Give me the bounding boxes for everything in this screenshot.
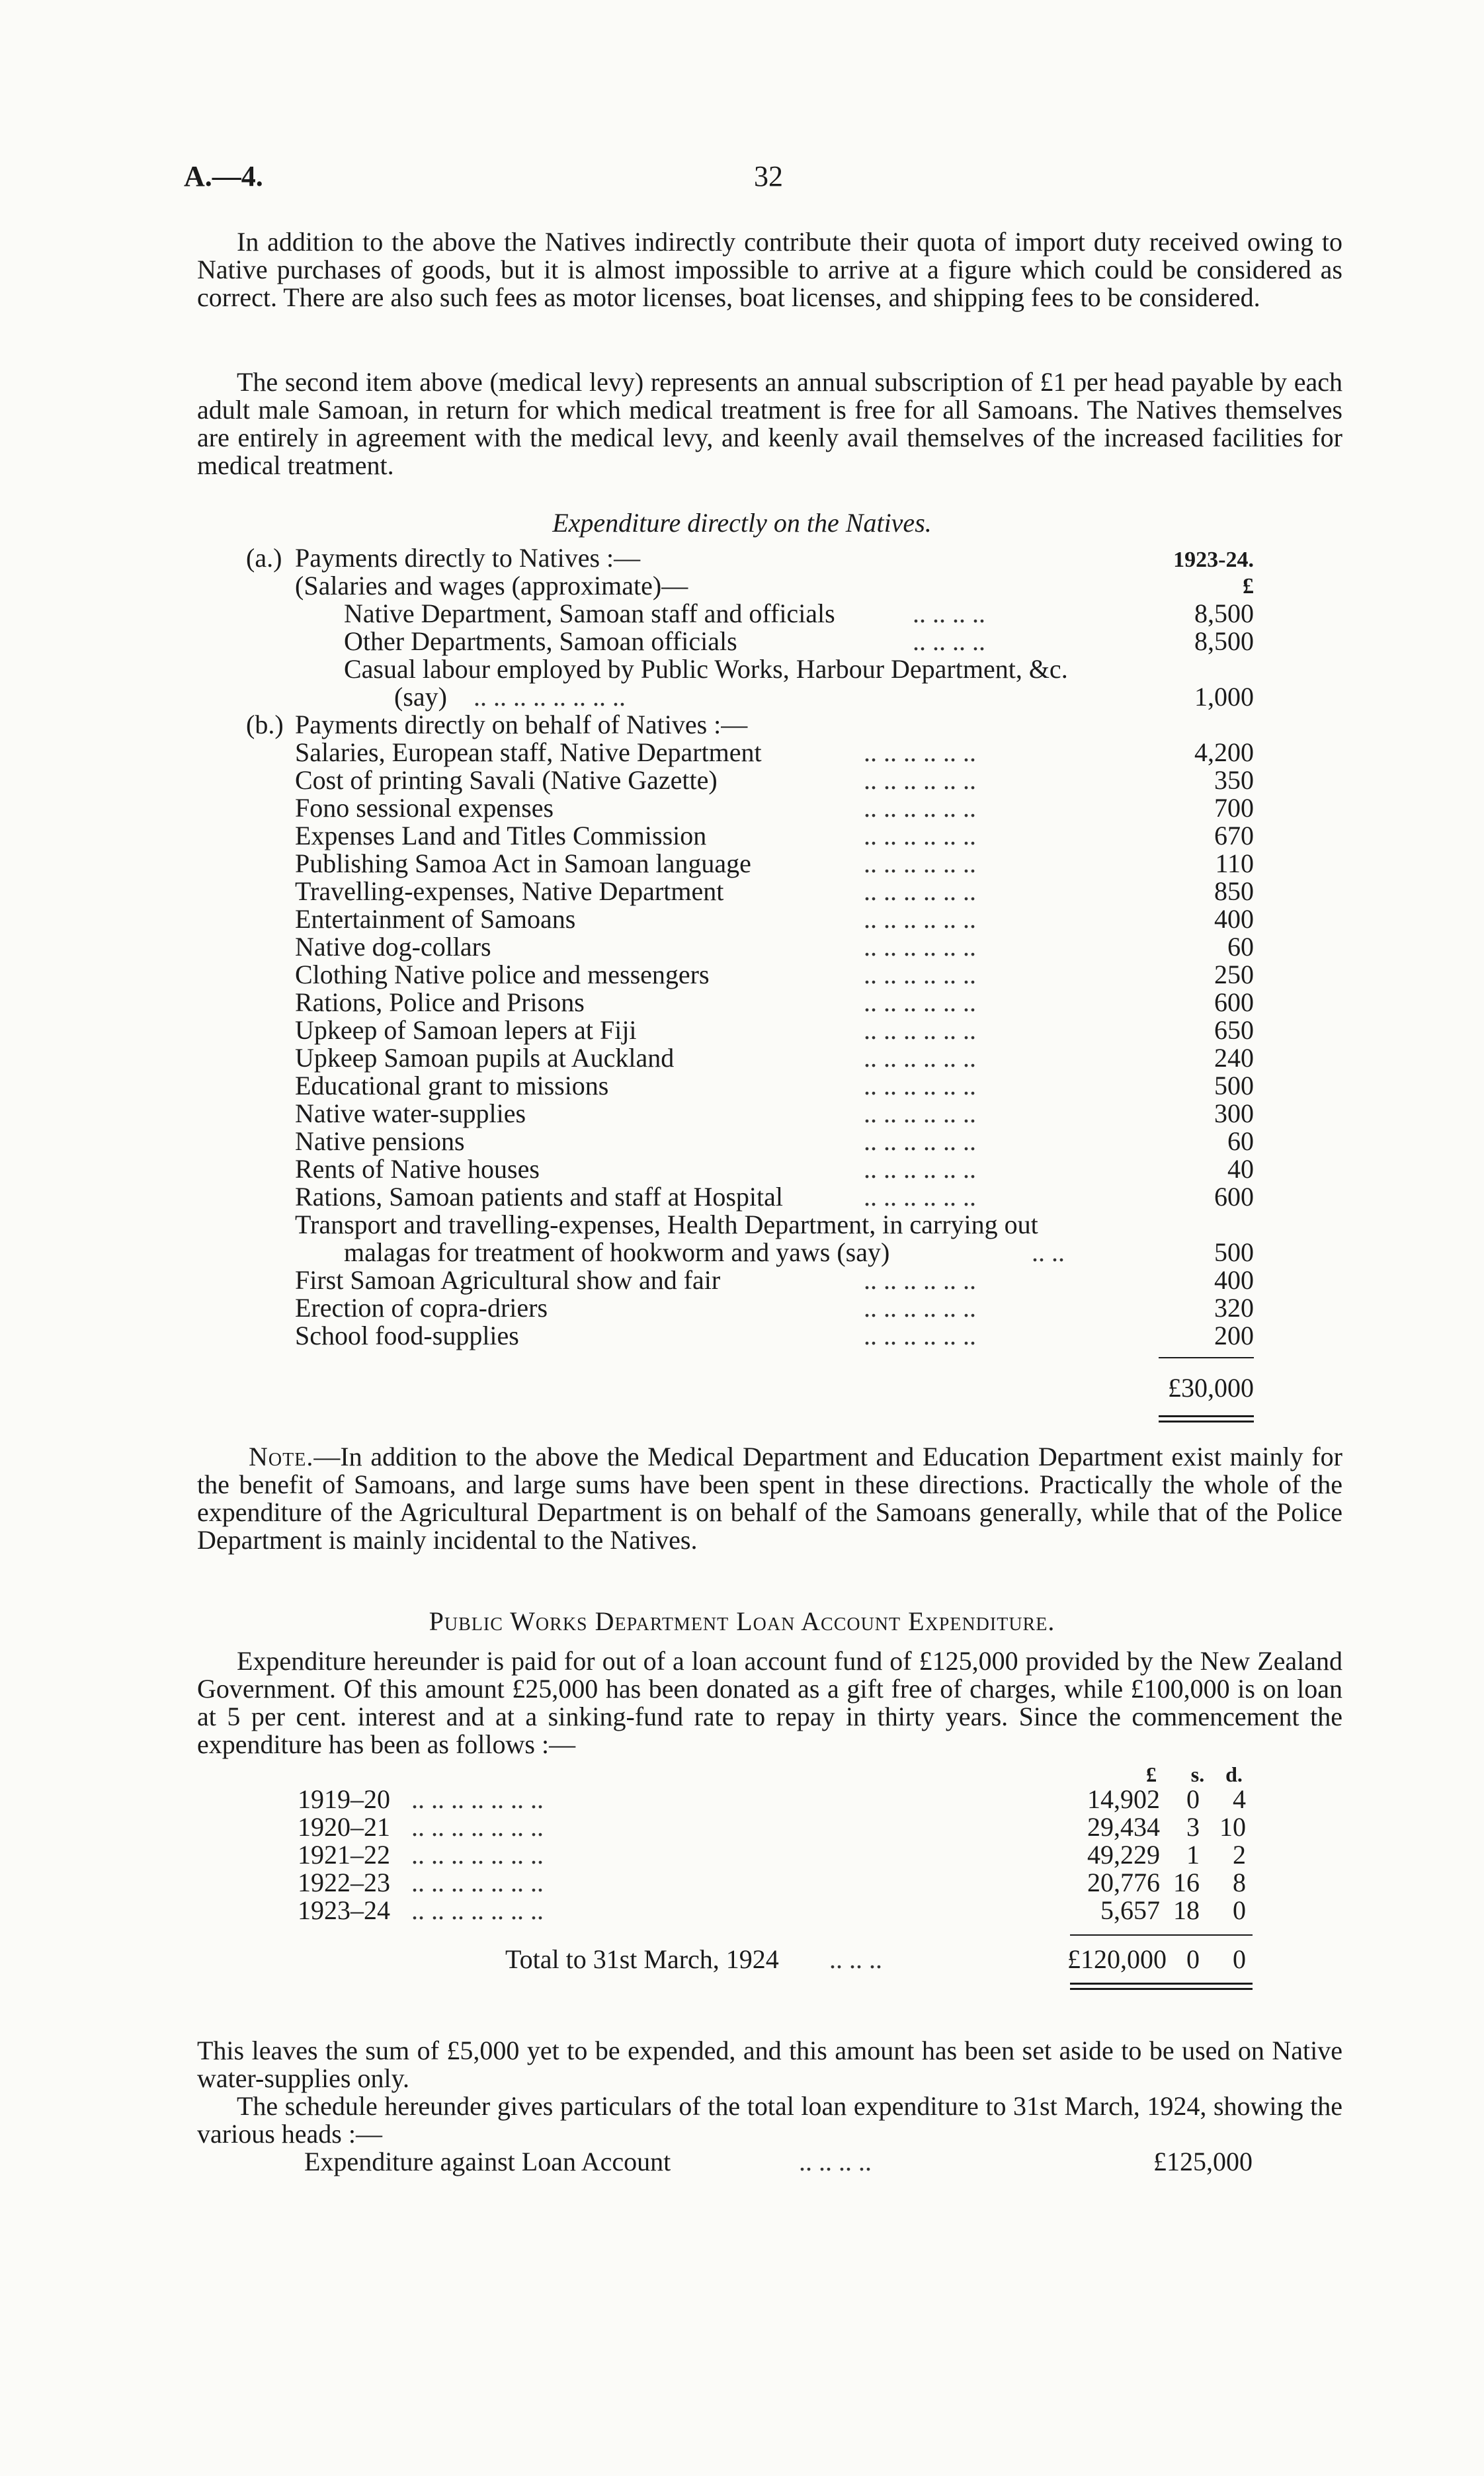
expenditure-item-amount: 850 [1214, 876, 1254, 906]
expenditure-item-label: Salaries, European staff, Native Department [295, 737, 762, 767]
loan-account-row [304, 2148, 1253, 2176]
leader-dots: .. .. .. .. .. .. [864, 737, 976, 767]
leader-dots: .. .. .. .. .. .. .. [411, 1812, 544, 1842]
expenditure-item-amount: 320 [1214, 1293, 1254, 1323]
expenditure-row [295, 1016, 1254, 1044]
loan-row-shillings: 1 [1186, 1840, 1200, 1870]
leader-dots: .. .. .. .. [799, 2147, 872, 2176]
expenditure-row [295, 1100, 1254, 1128]
section-b-marker: (b.) [246, 710, 284, 739]
loan-total-rule-top [1070, 1934, 1253, 1936]
casual-labour-amount: 1,000 [1194, 682, 1254, 712]
leader-dots: .. .. .. .. [913, 598, 985, 628]
loan-row-pounds: 20,776 [1087, 1868, 1160, 1897]
leader-dots: .. .. .. .. .. .. [864, 904, 976, 934]
expenditure-item-amount: 670 [1214, 821, 1254, 850]
loan-row [298, 1897, 1253, 1924]
expenditure-item-label: Native water-supplies [295, 1098, 526, 1128]
leader-dots: .. .. .. .. .. .. [864, 765, 976, 795]
expenditure-item-amount: 200 [1214, 1321, 1254, 1350]
expenditure-item-label: Educational grant to missions [295, 1071, 609, 1100]
expenditure-row [295, 766, 1254, 794]
expenditure-row [295, 961, 1254, 989]
expenditure-row [295, 989, 1254, 1016]
expenditure-item-amount: 40 [1227, 1154, 1254, 1184]
loan-row-year: 1923–24 [298, 1895, 390, 1925]
loan-row [298, 1869, 1253, 1897]
year-header: 1923-24. [1173, 548, 1254, 572]
leader-dots: .. .. .. .. .. .. [864, 1071, 976, 1100]
expenditure-item-amount: 60 [1227, 932, 1254, 962]
expenditure-item-label: Upkeep Samoan pupils at Auckland [295, 1043, 675, 1073]
note-lead: Note. [249, 1442, 314, 1471]
expenditure-item-label: Fono sessional expenses [295, 793, 554, 823]
pence-header: d. [1225, 1762, 1243, 1786]
leader-dots: .. .. .. .. .. .. [864, 1321, 976, 1350]
leader-dots: .. .. .. .. .. .. [864, 932, 976, 962]
leader-dots: .. .. .. .. .. .. [864, 1182, 976, 1212]
loan-heading: Public Works Department Loan Account Expenditure. [429, 1606, 1055, 1636]
leader-dots: .. .. .. .. [913, 626, 985, 656]
loan-account-label: Expenditure against Loan Account [304, 2147, 671, 2176]
expenditure-item-amount: 60 [1227, 1126, 1254, 1156]
loan-row-pounds: 29,434 [1087, 1812, 1160, 1842]
expenditure-row [295, 1128, 1254, 1155]
loan-total-rule-double-2 [1070, 1988, 1253, 1990]
expenditure-item-label: Cost of printing Savali (Native Gazette) [295, 765, 718, 795]
loan-row-year: 1921–22 [298, 1840, 390, 1870]
loan-row-year: 1919–20 [298, 1784, 390, 1814]
leader-dots: .. .. .. .. .. .. [864, 821, 976, 850]
transport-line-2: malagas for treatment of hookworm and yaws (say) [344, 1237, 890, 1267]
expenditure-item-label: Entertainment of Samoans [295, 904, 576, 934]
page-number: 32 [754, 160, 783, 192]
expenditure-row [295, 1072, 1254, 1100]
expenditure-item-amount: 8,500 [1194, 626, 1254, 656]
expenditure-item-amount: 350 [1214, 765, 1254, 795]
leader-dots: .. .. .. .. .. .. [864, 1015, 976, 1045]
casual-labour-line-1: Casual labour employed by Public Works, Harbour Department, &c. [344, 654, 1068, 684]
loan-account-amount: £125,000 [1153, 2147, 1253, 2176]
leader-dots: .. .. .. .. .. .. .. [411, 1784, 544, 1814]
expenditure-item-amount: 500 [1214, 1071, 1254, 1100]
expenditure-row [295, 1322, 1254, 1350]
expenditure-item-amount: 600 [1214, 987, 1254, 1017]
expenditure-row [295, 1044, 1254, 1072]
expenditure-item-label: Rents of Native houses [295, 1154, 540, 1184]
expenditure-heading: Expenditure directly on the Natives. [552, 508, 932, 538]
expenditure-row [295, 739, 1254, 766]
expenditure-item-label: Publishing Samoa Act in Samoan language [295, 848, 751, 878]
section-a-marker: (a.) [246, 543, 282, 573]
leader-dots: .. .. .. .. .. .. [864, 960, 976, 989]
expenditure-item-amount: 240 [1214, 1043, 1254, 1073]
expenditure-item-label: First Samoan Agricultural show and fair [295, 1265, 721, 1295]
leader-dots: .. .. .. .. .. .. [864, 876, 976, 906]
expenditure-row [295, 794, 1254, 822]
expenditure-item-amount: 650 [1214, 1015, 1254, 1045]
loan-paragraph-1: Expenditure hereunder is paid for out of a loan account fund of £125,000 provided by the New Zealand Government. Of this amount £25,000 has been donated as a gift free of charges, while £100,000 is on loan at 5 per cent. interest and at a sinking-fund rate to repay in thirty years. Since the commencement the expenditure has been as follows :— [197, 1646, 1342, 1759]
currency-header: £ [1243, 574, 1254, 598]
expenditure-row [295, 822, 1254, 850]
expenditure-item-label: Travelling-expenses, Native Department [295, 876, 724, 906]
expenditure-item-label: Native Department, Samoan staff and officials [344, 598, 835, 628]
intro-paragraph-1: In addition to the above the Natives indirectly contribute their quota of import duty received owing to Native purchases of goods, but it is almost impossible to arrive at a figure which could be considered as correct. There are also such fees as motor licenses, boat licenses, and shipping fees to be considered. [197, 227, 1342, 312]
total-rule-top [1159, 1357, 1254, 1358]
leader-dots: .. .. [1032, 1237, 1065, 1267]
expenditure-item-label: Expenses Land and Titles Commission [295, 821, 707, 850]
loan-row [298, 1841, 1253, 1869]
loan-total-pence: 0 [1233, 1944, 1246, 1974]
transport-line-1: Transport and travelling-expenses, Health Department, in carrying out [295, 1210, 1038, 1239]
loan-row-pounds: 49,229 [1087, 1840, 1160, 1870]
expenditure-item-label: Upkeep of Samoan lepers at Fiji [295, 1015, 637, 1045]
loan-total-pounds: £120,000 [1067, 1944, 1167, 1974]
leader-dots: .. .. .. .. .. .. .. [411, 1895, 544, 1925]
expenditure-row [295, 1266, 1254, 1294]
leader-dots: .. .. .. .. .. .. [864, 1043, 976, 1073]
total-rule-double-1 [1159, 1415, 1254, 1417]
total-rule-double-2 [1159, 1421, 1254, 1423]
expenditure-item-amount: 8,500 [1194, 598, 1254, 628]
section-a-subheading: (Salaries and wages (approximate)— [295, 571, 688, 600]
expenditure-row [295, 850, 1254, 878]
loan-row-shillings: 18 [1173, 1895, 1200, 1925]
expenditure-total: £30,000 [1168, 1373, 1254, 1403]
leader-dots: .. .. .. .. .. .. [864, 1265, 976, 1295]
loan-row-pence: 4 [1233, 1784, 1246, 1814]
expenditure-row [295, 1183, 1254, 1211]
loan-row-shillings: 16 [1173, 1868, 1200, 1897]
expenditure-row [295, 878, 1254, 905]
leader-dots: .. .. .. .. .. .. [864, 1293, 976, 1323]
leader-dots: .. .. .. .. .. .. .. [411, 1840, 544, 1870]
expenditure-row [295, 933, 1254, 961]
loan-row-shillings: 0 [1186, 1784, 1200, 1814]
intro-paragraph-2: The second item above (medical levy) represents an annual subscription of £1 per head payable by each adult male Samoan, in return for which medical treatment is free for all Samoans. The Natives themselves are entirely in agreement with the medical levy, and keenly avail themselves of the increased facilities for medical treatment. [197, 367, 1342, 480]
pounds-header: £ [1146, 1762, 1157, 1786]
loan-row-pence: 2 [1233, 1840, 1246, 1870]
expenditure-item-amount: 400 [1214, 904, 1254, 934]
expenditure-item-label: Native pensions [295, 1126, 465, 1156]
expenditure-item-amount: 110 [1215, 848, 1254, 878]
leader-dots: .. .. .. .. .. .. [864, 1126, 976, 1156]
leader-dots: .. .. .. .. .. .. [864, 1154, 976, 1184]
section-a-label: Payments directly to Natives :— [295, 543, 641, 573]
loan-row-year: 1920–21 [298, 1812, 390, 1842]
casual-labour-row [394, 683, 1254, 711]
loan-total-row [505, 1946, 1253, 1973]
expenditure-row [295, 1155, 1254, 1183]
expenditure-row [344, 600, 1254, 628]
loan-row-pence: 0 [1233, 1895, 1246, 1925]
expenditure-item-label: School food-supplies [295, 1321, 519, 1350]
transport-row [344, 1239, 1254, 1266]
expenditure-item-label: Erection of copra-driers [295, 1293, 548, 1323]
expenditure-item-label: Rations, Police and Prisons [295, 987, 585, 1017]
loan-row-pounds: 14,902 [1087, 1784, 1160, 1814]
loan-total-shillings: 0 [1186, 1944, 1200, 1974]
section-b-label: Payments directly on behalf of Natives :— [295, 710, 748, 739]
loan-row-pence: 10 [1219, 1812, 1246, 1842]
note-paragraph [197, 1443, 1342, 1554]
expenditure-item-amount: 4,200 [1194, 737, 1254, 767]
expenditure-item-amount: 250 [1214, 960, 1254, 989]
expenditure-row [344, 628, 1254, 655]
loan-row-shillings: 3 [1186, 1812, 1200, 1842]
expenditure-item-amount: 400 [1214, 1265, 1254, 1295]
expenditure-item-label: Other Departments, Samoan officials [344, 626, 737, 656]
loan-paragraph-2: This leaves the sum of £5,000 yet to be expended, and this amount has been set aside to be used on Native water-supplies only. [197, 2036, 1342, 2093]
expenditure-row [295, 905, 1254, 933]
loan-row-year: 1922–23 [298, 1868, 390, 1897]
expenditure-item-label: Clothing Native police and messengers [295, 960, 710, 989]
leader-dots: .. .. .. .. .. .. [864, 1098, 976, 1128]
leader-dots: .. .. .. .. .. .. [864, 848, 976, 878]
loan-row-pounds: 5,657 [1100, 1895, 1160, 1925]
loan-row [298, 1813, 1253, 1841]
loan-total-label: Total to 31st March, 1924 [505, 1944, 779, 1974]
transport-amount: 500 [1214, 1237, 1254, 1267]
expenditure-item-amount: 600 [1214, 1182, 1254, 1212]
casual-labour-line-2: (say) [394, 682, 447, 712]
leader-dots: .. .. .. [829, 1944, 882, 1974]
document-reference: A.—4. [184, 160, 263, 192]
loan-total-rule-double-1 [1070, 1983, 1253, 1985]
loan-row [298, 1786, 1253, 1813]
shillings-header: s. [1190, 1762, 1205, 1786]
leader-dots: .. .. .. .. .. .. [864, 987, 976, 1017]
expenditure-item-label: Native dog-collars [295, 932, 491, 962]
expenditure-item-amount: 700 [1214, 793, 1254, 823]
expenditure-item-amount: 300 [1214, 1098, 1254, 1128]
note-text: —In addition to the above the Medical Department and Education Department exist mainly for the benefit of Samoans, and large sums have been spent in these directions. Practically the whole of the expenditure of the Agricultural Department is on behalf of the Samoans generally, while that of the Police Department is mainly incidental to the Natives. [197, 1442, 1342, 1555]
expenditure-item-label: Rations, Samoan patients and staff at Hospital [295, 1182, 784, 1212]
loan-paragraph-3: The schedule hereunder gives particulars of the total loan expenditure to 31st March, 1924, showing the various heads :— [197, 2091, 1342, 2149]
loan-row-pence: 8 [1233, 1868, 1246, 1897]
leader-dots: .. .. .. .. .. .. .. .. [474, 682, 626, 712]
leader-dots: .. .. .. .. .. .. .. [411, 1868, 544, 1897]
leader-dots: .. .. .. .. .. .. [864, 793, 976, 823]
expenditure-row [295, 1294, 1254, 1322]
